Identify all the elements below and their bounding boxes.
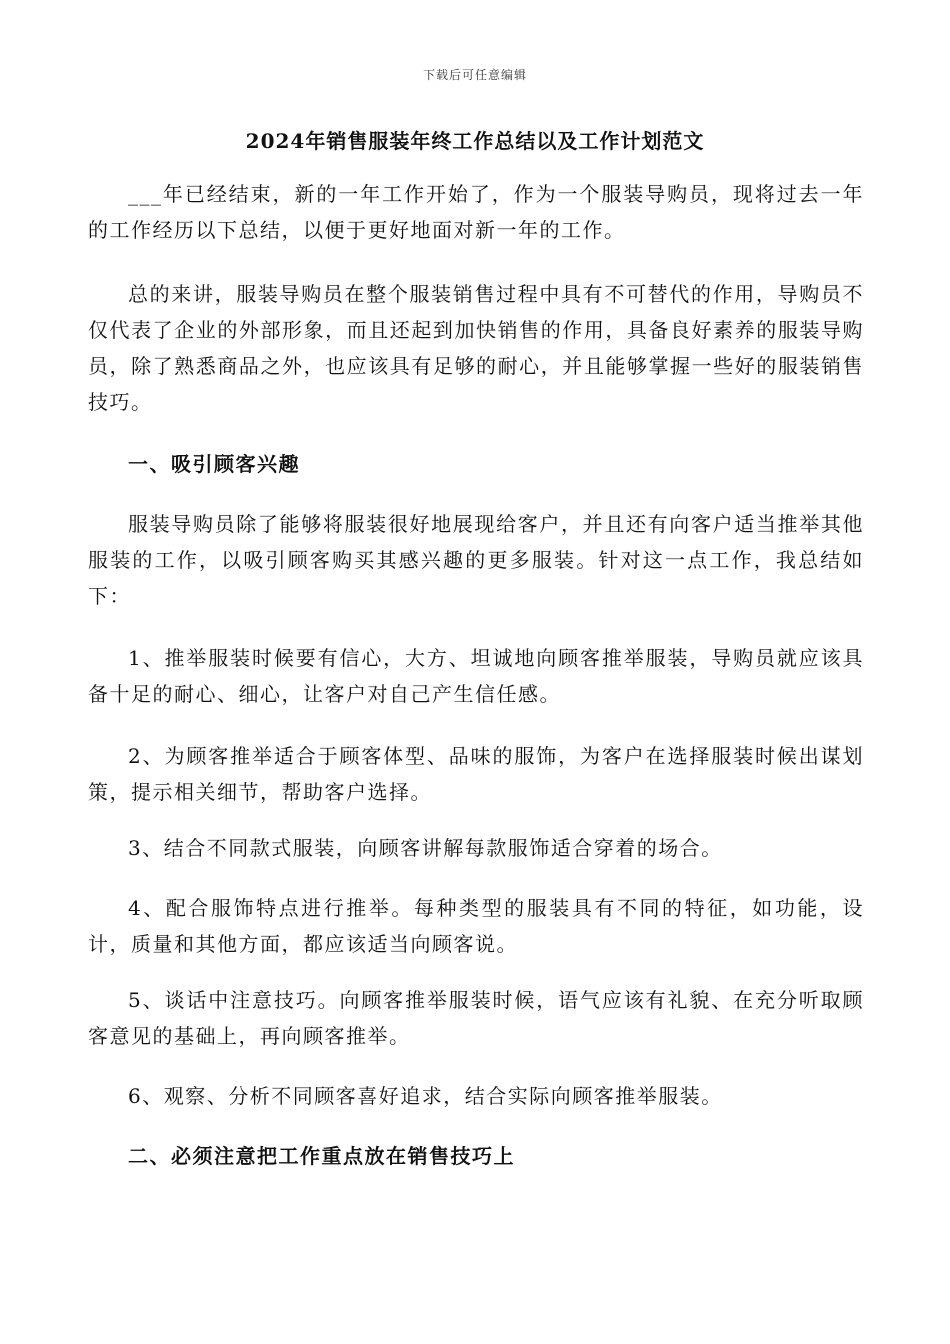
- list-item-6: 6、观察、分析不同顾客喜好追求，结合实际向顾客推举服装。: [128, 1084, 723, 1108]
- section-heading-1: 一、吸引顾客兴趣: [128, 452, 300, 476]
- list-item-3: 3、结合不同款式服装，向顾客讲解每款服饰适合穿着的场合。: [128, 836, 723, 860]
- section-heading-2: 二、必须注意把工作重点放在销售技巧上: [128, 1144, 515, 1168]
- list-item-2: 2、为顾客推举适合于顾客体型、品味的服饰，为客户在选择服装时候出谋划策，提示相关细节，帮助客户选择。: [88, 744, 864, 804]
- list-item-4: 4、配合服饰特点进行推举。每种类型的服装具有不同的特征，如功能，设计，质量和其他方面，都应该适当向顾客说。: [88, 896, 864, 956]
- header-note: 下载后可任意编辑: [422, 68, 527, 82]
- paragraph-intro: ___年已经结束，新的一年工作开始了，作为一个服装导购员，现将过去一年的工作经历以下总结，以便于更好地面对新一年的工作。: [88, 182, 864, 242]
- section1-intro: 服装导购员除了能够将服装很好地展现给客户，并且还有向客户适当推举其他服装的工作，以吸引顾客购买其感兴趣的更多服装。针对这一点工作，我总结如下：: [88, 512, 864, 608]
- list-item-5: 5、谈话中注意技巧。向顾客推举服装时候，语气应该有礼貌、在充分听取顾客意见的基础上，再向顾客推举。: [88, 988, 864, 1048]
- paragraph-overview: 总的来讲，服装导购员在整个服装销售过程中具有不可替代的作用，导购员不仅代表了企业的外部形象，而且还起到加快销售的作用，具备良好素养的服装导购员，除了熟悉商品之外，也应该具有足够的耐心，并且能够掌握一些好的服装销售技巧。: [88, 282, 864, 414]
- document-title: 2024年销售服装年终工作总结以及工作计划范文: [245, 129, 705, 153]
- list-item-1: 1、推举服装时候要有信心，大方、坦诚地向顾客推举服装，导购员就应该具备十足的耐心、细心，让客户对自己产生信任感。: [88, 646, 864, 706]
